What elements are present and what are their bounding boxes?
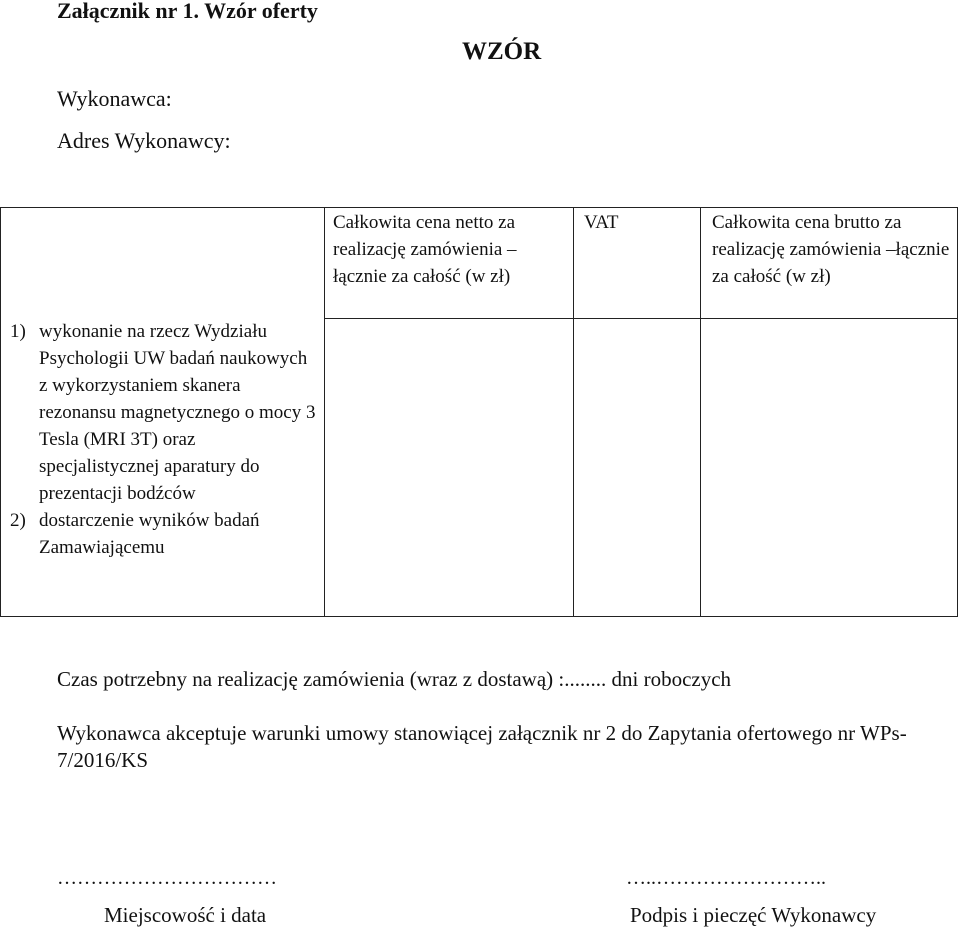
place-date-dots: …………………………… [57,867,277,889]
net-price-header: Całkowita cena netto za realizację zamówienia – łącznie za całość (w zł) [333,212,517,287]
table-right-border [957,207,958,617]
item-text: dostarczenie wyników badań Zamawiającemu [39,510,260,558]
place-date-caption: Miejscowość i data [104,903,267,927]
table-bottom-border [0,616,958,617]
gross-price-value-cell [701,319,957,616]
watermark-label: WZÓR [462,38,542,65]
gross-price-header: Całkowita cena brutto za realizację zamówienia –łącznie za całość (w zł) [712,212,950,287]
table-left-border [0,207,1,617]
document-title: Załącznik nr 1. Wzór oferty [57,0,318,23]
description-item-1 [10,318,320,507]
completion-time-line: Czas potrzebny na realizację zamówienia (wraz z dostawą) :........ dni roboczych [57,667,732,691]
net-price-value-cell [325,319,573,616]
vat-header: VAT [584,212,619,233]
item-number: 2) [10,510,26,531]
table-top-border [0,207,958,208]
description-cell [10,318,320,561]
vat-value-cell [574,319,700,616]
contractor-label: Wykonawca: [57,86,172,111]
signature-caption: Podpis i pieczęć Wykonawcy [630,903,877,927]
item-text: wykonanie na rzecz Wydziału Psychologii UW badań naukowych z wykorzystaniem skanera rezonansu magnetycznego o mocy 3 Tesla (MRI 3T) oraz specjalistycznej aparatury do prezentacji bodźców [39,321,316,504]
signature-dots: …..…………………….. [626,867,826,889]
acceptance-statement: Wykonawca akceptuje warunki umowy stanowiącej załącznik nr 2 do Zapytania ofertowego nr WPs- 7/2016/KS [57,721,907,772]
address-label: Adres Wykonawcy: [57,128,231,153]
item-number: 1) [10,321,26,342]
description-item-2 [10,507,320,561]
